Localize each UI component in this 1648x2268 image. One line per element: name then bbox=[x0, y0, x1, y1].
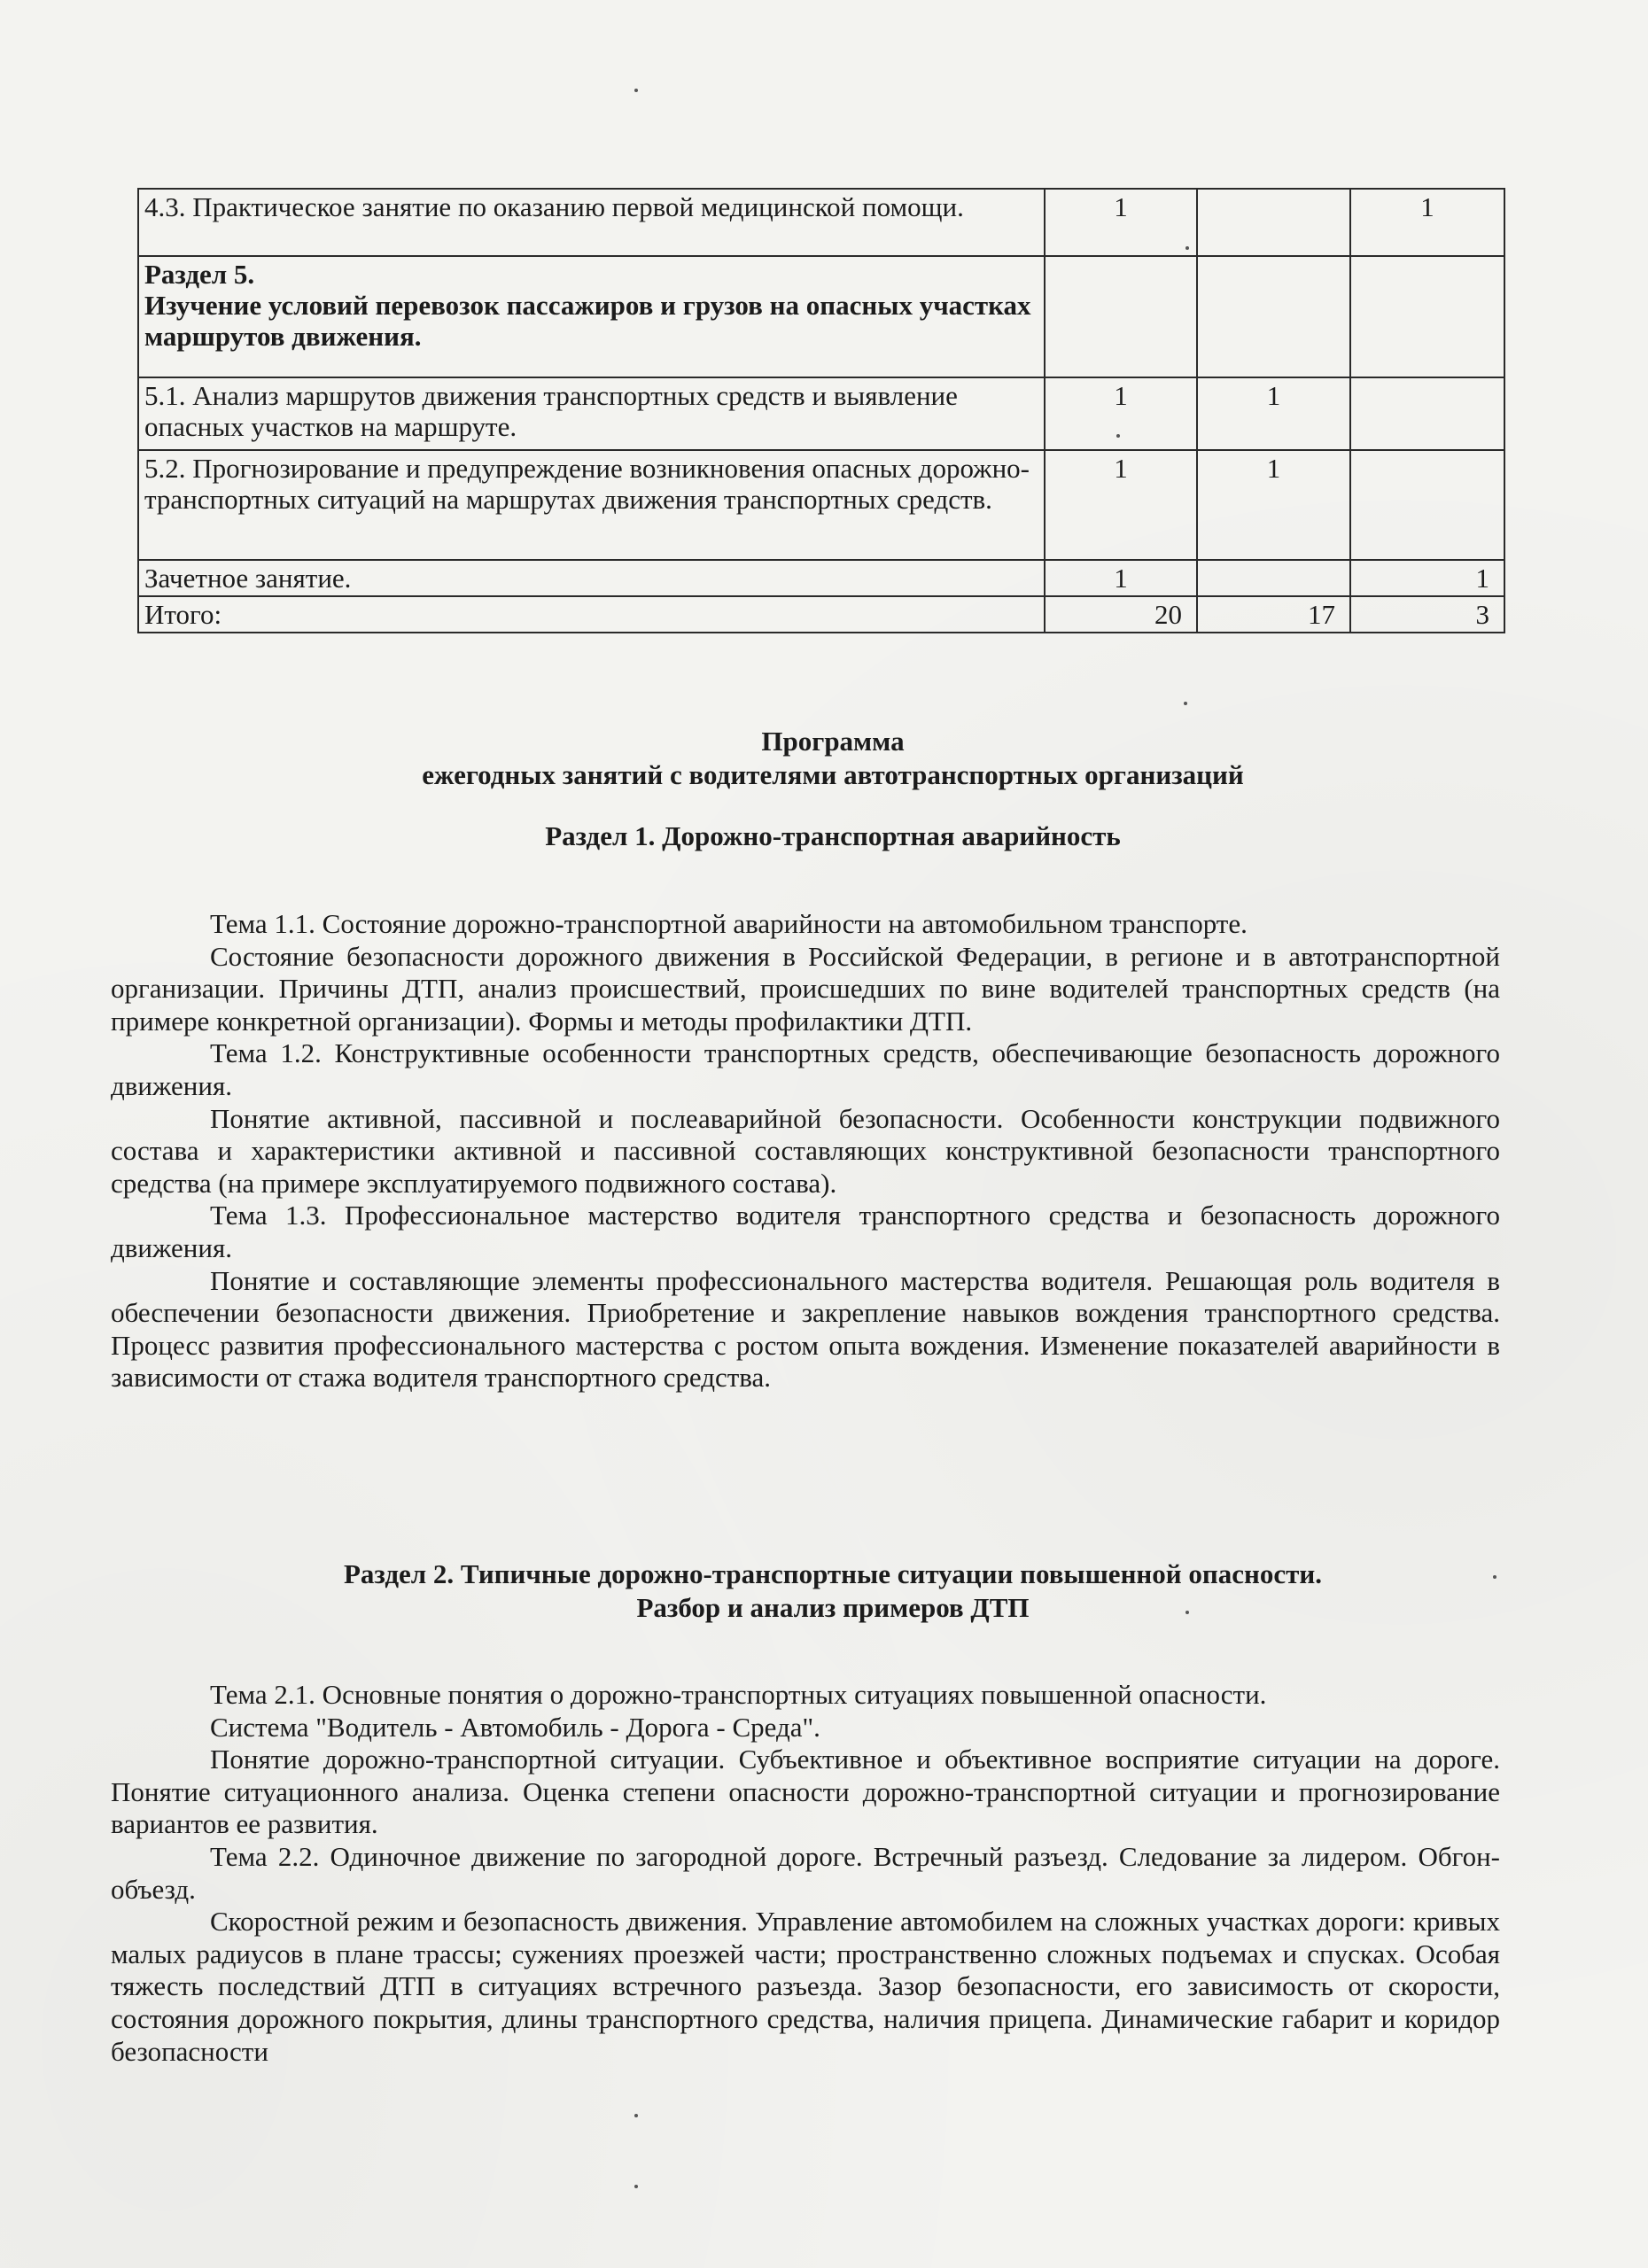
scan-speck bbox=[634, 2114, 638, 2117]
scan-speck bbox=[1493, 1575, 1496, 1579]
table-row-section bbox=[138, 256, 1504, 377]
table-row bbox=[138, 560, 1504, 596]
table-cell-total: 1 bbox=[1045, 450, 1197, 560]
table-cell-total: 1 bbox=[1045, 189, 1197, 256]
table-cell-practice: 3 bbox=[1350, 596, 1504, 633]
table-cell-practice: 1 bbox=[1350, 560, 1504, 596]
scan-speck bbox=[1116, 434, 1120, 438]
table-cell-theory bbox=[1197, 189, 1350, 256]
topic-1-1: Тема 1.1. Состояние дорожно-транспортной аварийности на автомобильном транспорте. bbox=[210, 908, 1248, 939]
scan-speck bbox=[634, 89, 638, 92]
section2-heading-line2: Разбор и анализ примеров ДТП bbox=[636, 1592, 1030, 1623]
section1-body bbox=[111, 908, 1500, 1394]
scan-speck bbox=[1184, 702, 1187, 705]
topic-1-3: Тема 1.3. Профессиональное мастерство водителя транспортного средства и безопасность дорожного движения. bbox=[111, 1200, 1500, 1263]
paragraph: Состояние безопасности дорожного движения в Российской Федерации, в регионе и в автотранспортной организации. Причины ДТП, анализ происшествий, происшедших по вине водителей транспортных средств (на примере конкретной организации). Формы и методы профилактики ДТП. bbox=[111, 940, 1500, 1037]
topic-1-2: Тема 1.2. Конструктивные особенности транспортных средств, обеспечивающие безопасность дорожного движения. bbox=[111, 1037, 1500, 1101]
table-row-total bbox=[138, 596, 1504, 633]
topic-2-2: Тема 2.2. Одиночное движение по загородной дороге. Встречный разъезд. Следование за лидером. Обгон-объезд. bbox=[111, 1840, 1500, 1905]
table-cell-practice bbox=[1350, 450, 1504, 560]
table-cell-practice bbox=[1350, 256, 1504, 377]
section-title: Изучение условий перевозок пассажиров и грузов на опасных участках маршрутов движения. bbox=[144, 290, 1031, 352]
section-number: Раздел 5. bbox=[144, 259, 255, 290]
program-subtitle: ежегодных занятий с водителями автотранспортных организаций bbox=[422, 759, 1244, 790]
table-cell-total: 1 bbox=[1045, 560, 1197, 596]
hours-table bbox=[137, 188, 1505, 633]
table-cell-practice bbox=[1350, 377, 1504, 450]
scan-speck bbox=[1185, 1611, 1189, 1614]
paragraph: Понятие активной, пассивной и послеаварийной безопасности. Особенности конструкции подвижного состава и характеристики активной и пассивной составляющих конструктивной безопасности транспортного средства (на примере эксплуатируемого подвижного состава). bbox=[111, 1102, 1500, 1199]
paragraph: Скоростной режим и безопасность движения. Управление автомобилем на сложных участках дороги: кривых малых радиусов в плане трассы; сужениях проезжей части; пространственно сложных подъемах и спусках. Особая тяжесть последствий ДТП в ситуациях встречного разъезда. Зазор безопасности, его зависимость от скорости, состояния дорожного покрытия, длины транспортного средства, наличия прицепа. Динамические габарит и коридор безопасности bbox=[111, 1906, 1500, 2067]
table-cell-section bbox=[138, 256, 1045, 377]
table-cell-theory: 1 bbox=[1197, 450, 1350, 560]
paragraph: Понятие и составляющие элементы профессионального мастерства водителя. Решающая роль водителя в обеспечении безопасности движения. Приобретение и закрепление навыков вождения транспортного средства. Процесс развития профессионального мастерства с ростом опыта вождения. Изменение показателей аварийности в зависимости от стажа водителя транспортного средства. bbox=[111, 1264, 1500, 1394]
table-cell-total: 1 bbox=[1045, 377, 1197, 450]
table-cell-total bbox=[1045, 256, 1197, 377]
table-cell-theory bbox=[1197, 560, 1350, 596]
scan-speck bbox=[634, 2185, 638, 2188]
table-row bbox=[138, 377, 1504, 450]
section2-body bbox=[111, 1679, 1500, 2068]
paragraph: Система "Водитель - Автомобиль - Дорога - Среда". bbox=[210, 1711, 820, 1743]
table-cell-topic: 4.3. Практическое занятие по оказанию первой медицинской помощи. bbox=[138, 189, 1045, 256]
table-cell-theory: 17 bbox=[1197, 596, 1350, 633]
table-cell-topic: Итого: bbox=[138, 596, 1045, 633]
table-row bbox=[138, 189, 1504, 256]
table-cell-theory: 1 bbox=[1197, 377, 1350, 450]
table-row bbox=[138, 450, 1504, 560]
table-cell-practice: 1 bbox=[1350, 189, 1504, 256]
table-cell-topic: 5.1. Анализ маршрутов движения транспортных средств и выявление опасных участков на маршруте. bbox=[138, 377, 1045, 450]
topic-2-1: Тема 2.1. Основные понятия о дорожно-транспортных ситуациях повышенной опасности. bbox=[210, 1679, 1267, 1710]
section1-heading: Раздел 1. Дорожно-транспортная аварийность bbox=[545, 820, 1121, 851]
scan-speck bbox=[1185, 246, 1189, 250]
paragraph: Понятие дорожно-транспортной ситуации. Субъективное и объективное восприятие ситуации на дороге. Понятие ситуационного анализа. Оценка степени опасности дорожно-транспортной ситуации и прогнозирование вариантов ее развития. bbox=[111, 1744, 1500, 1840]
table-cell-topic: Зачетное занятие. bbox=[138, 560, 1045, 596]
table-cell-topic: 5.2. Прогнозирование и предупреждение возникновения опасных дорожно-транспортных ситуаций на маршрутах движения транспортных средств. bbox=[138, 450, 1045, 560]
table-cell-total: 20 bbox=[1045, 596, 1197, 633]
section2-heading-line1: Раздел 2. Типичные дорожно-транспортные ситуации повышенной опасности. bbox=[344, 1558, 1322, 1589]
program-title: Программа bbox=[761, 726, 905, 757]
table-cell-theory bbox=[1197, 256, 1350, 377]
